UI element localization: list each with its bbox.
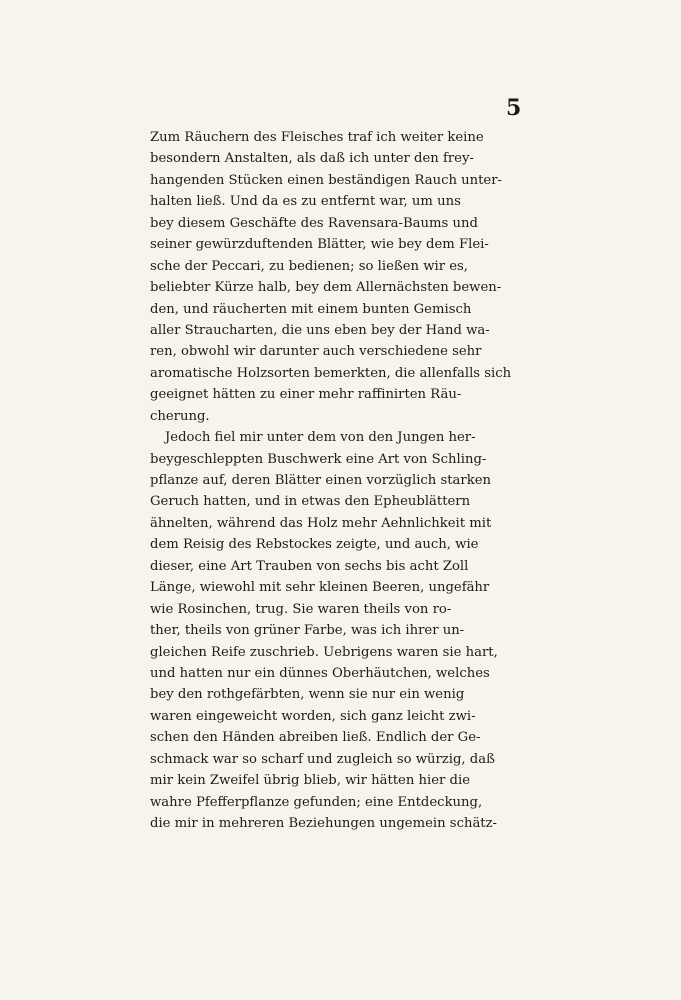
text-line: und hatten nur ein dünnes Oberhäutchen, welches [150,665,490,681]
text-line: Zum Räuchern des Fleisches traf ich weiter keine [150,130,484,145]
text-line: sche der Peccari, zu bedienen; so ließen wir es, [150,258,468,274]
text-line: schmack war so scharf und zugleich so würzig, daß [150,751,495,767]
text-line: aller Straucharten, die uns eben bey der Hand wa- [150,322,490,338]
text-line: aromatische Holzsorten bemerkten, die allenfalls sich [150,365,512,381]
text-line: Länge, wiewohl mit sehr kleinen Beeren, ungefähr [150,580,490,596]
text-line: ähnelten, während das Holz mehr Aehnlichkeit mit [150,515,492,531]
text-line: mir kein Zweifel übrig blieb, wir hätten hier die [150,773,471,789]
text-line: beliebter Kürze halb, bey dem Allernächsten bewen- [150,280,502,296]
text-line: ren, obwohl wir darunter auch verschiedene sehr [150,344,482,360]
text-line: wie Rosinchen, trug. Sie waren theils von ro- [150,601,452,617]
text-line: waren eingeweicht worden, sich ganz leicht zwi- [150,708,476,724]
text-line: schen den Händen abreiben ließ. Endlich der Ge- [150,730,481,746]
page-number: 5 [506,95,522,121]
text-line: halten ließ. Und da es zu entfernt war, um uns [150,194,461,210]
text-line: beygeschleppten Buschwerk eine Art von Schling- [150,451,487,467]
text-line: die mir in mehreren Beziehungen ungemein schätz- [150,816,498,831]
text-line: cherung. [150,408,210,424]
text-line: geeignet hätten zu einer mehr raffinirten Räu- [150,387,462,403]
text-line: den, und räucherten mit einem bunten Gemisch [150,301,472,317]
text-line: seiner gewürzduftenden Blätter, wie bey dem Flei- [150,237,489,253]
text-line: pflanze auf, deren Blätter einen vorzüglich starken [150,473,492,488]
text-line: hangenden Stücken einen beständigen Rauch unter- [150,172,502,188]
body-text [150,127,532,834]
text-line: bey diesem Geschäfte des Ravensara-Baums und [150,215,478,231]
text-line: wahre Pfefferpflanze gefunden; eine Entdeckung, [150,794,483,810]
text-line: dieser, eine Art Trauben von sechs bis acht Zoll [150,558,469,574]
paragraph-start-line: Jedoch fiel mir unter dem von den Jungen her- [165,430,476,446]
text-line: bey den rothgefärbten, wenn sie nur ein wenig [150,687,465,703]
text-line: Geruch hatten, und in etwas den Epheublättern [150,494,471,510]
text-line: besondern Anstalten, als daß ich unter den frey- [150,151,474,167]
text-line: gleichen Reife zuschrieb. Uebrigens waren sie hart, [150,644,498,660]
text-line: ther, theils von grüner Farbe, was ich ihrer un- [150,623,465,639]
text-line: dem Reisig des Rebstockes zeigte, und auch, wie [150,537,479,553]
